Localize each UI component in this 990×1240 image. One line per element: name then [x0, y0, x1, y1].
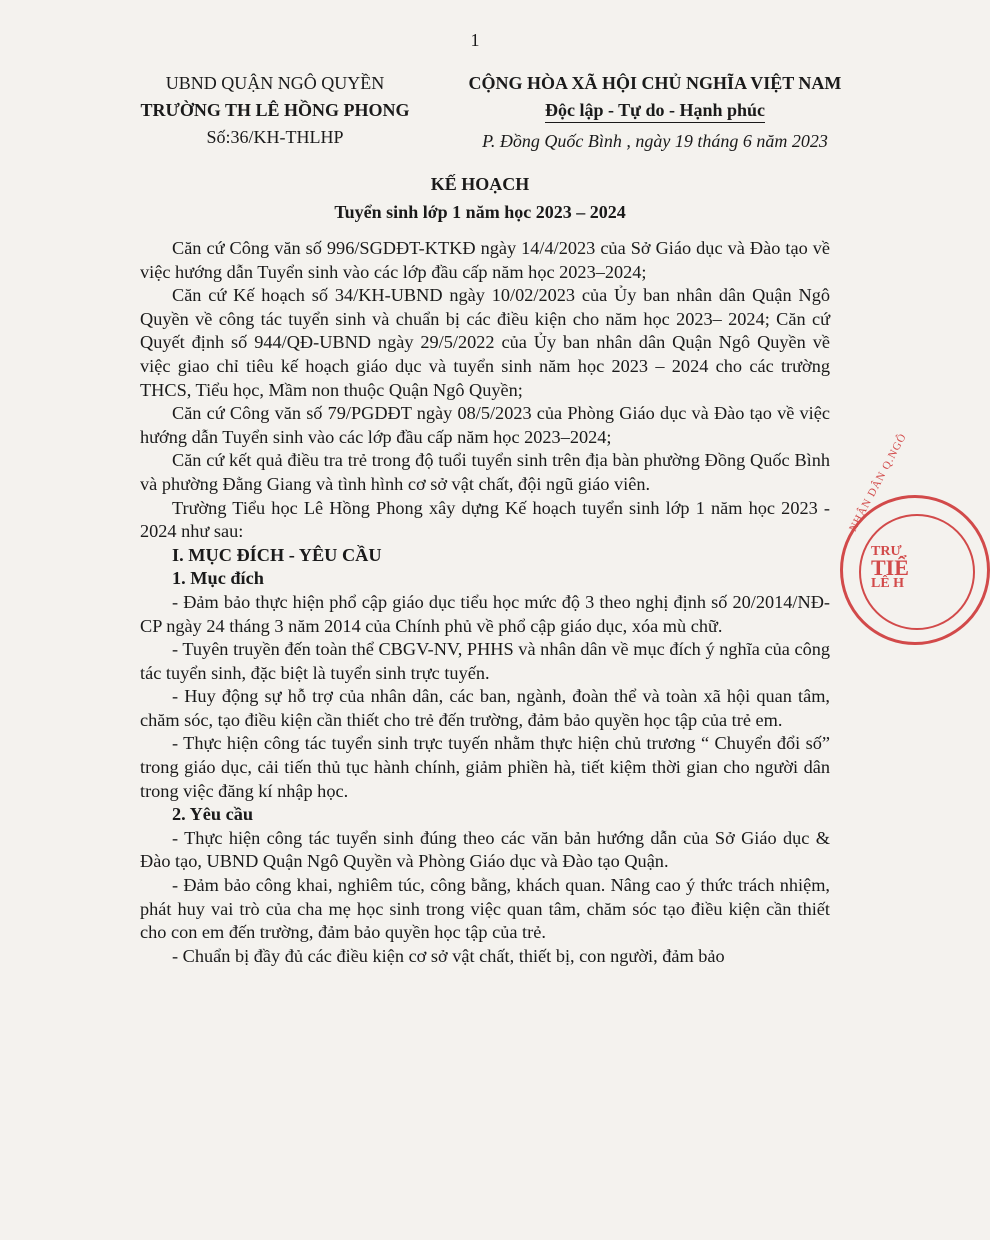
paragraph: Căn cứ Công văn số 79/PGDĐT ngày 08/5/2023 của Phòng Giáo dục và Đào tạo về việc hướng dẫn Tuyển sinh vào các lớp đầu cấp năm học 2023–2024;: [140, 403, 830, 447]
requirement-item: - Đảm bảo công khai, nghiêm túc, công bằng, khách quan. Nâng cao ý thức trách nhiệm, phát huy vai trò của cha mẹ học sinh trong việc quan tâm, chăm sóc tạo điều kiện cần thiết cho con em đến trường, đảm bảo quyền học tập của trẻ.: [140, 875, 830, 943]
seal-center-top: TRƯ: [871, 544, 902, 559]
purpose-item: - Tuyên truyền đến toàn thể CBGV-NV, PHHS và nhân dân về mục đích ý nghĩa của công tác tuyển sinh, đặc biệt là tuyển sinh trực tuyến.: [140, 639, 830, 683]
paragraph: Căn cứ Kế hoạch số 34/KH-UBND ngày 10/02/2023 của Ủy ban nhân dân Quận Ngô Quyền về công tác tuyển sinh và chuẩn bị các điều kiện cho năm học 2023– 2024; Căn cứ Quyết định số 944/QĐ-UBND ngày 29/5/2022 của Ủy ban nhân dân Quận Ngô Quyền về việc giao chỉ tiêu kế hoạch giáo dục và tuyển sinh năm học 2023 – 2024 cho các trường THCS, Tiểu học, Mầm non thuộc Quận Ngô Quyền;: [140, 285, 830, 400]
subsection-heading-purpose: 1. Mục đích: [172, 568, 264, 589]
document-body: [140, 237, 830, 968]
section-heading: I. MỤC ĐÍCH - YÊU CẦU: [172, 544, 382, 565]
title-main: KẾ HOẠCH: [430, 174, 530, 194]
department-name: UBND QUẬN NGÔ QUYỀN: [165, 73, 385, 93]
title-sub: Tuyển sinh lớp 1 năm học 2023 – 2024: [334, 202, 626, 222]
national-motto: Độc lập - Tự do - Hạnh phúc: [545, 98, 765, 123]
purpose-item: - Huy động sự hỗ trợ của nhân dân, các ban, ngành, đoàn thể và toàn xã hội quan tâm, chăm sóc, tạo điều kiện cần thiết cho trẻ đến trường, đảm bảo quyền học tập của trẻ em.: [140, 686, 830, 730]
purpose-item: - Đảm bảo thực hiện phổ cập giáo dục tiểu học mức độ 3 theo nghị định số 20/2014/NĐ-CP ngày 24 tháng 3 năm 2014 của Chính phủ về phổ cập giáo dục, xóa mù chữ.: [140, 591, 830, 636]
place-date: P. Đồng Quốc Bình , ngày 19 tháng 6 năm 2023: [482, 131, 828, 151]
page-number: 1: [470, 30, 480, 50]
official-seal: [840, 431, 990, 645]
requirement-item: - Chuẩn bị đầy đủ các điều kiện cơ sở vật chất, thiết bị, con người, đảm bảo: [172, 945, 725, 966]
document-title: [0, 170, 960, 226]
paragraph: Căn cứ kết quả điều tra trẻ trong độ tuổi tuyển sinh trên địa bàn phường Đồng Quốc Bình và phường Đằng Giang và tình hình cơ sở vật chất, đội ngũ giáo viên.: [140, 450, 830, 494]
seal-center-mid: TIỂ: [871, 555, 909, 580]
seal-ring-text: NHÂN DÂN Q.NGÔ: [847, 431, 910, 534]
seal-center-text: [871, 544, 909, 592]
seal-center-bottom: LÊ H: [871, 576, 905, 591]
requirement-item: - Thực hiện công tác tuyển sinh đúng theo các văn bản hướng dẫn của Sở Giáo dục & Đào tạo, UBND Quận Ngô Quyền và Phòng Giáo dục và Đào tạo Quận.: [140, 827, 830, 872]
subsection-heading-requirements: 2. Yêu cầu: [172, 804, 254, 825]
nation-name: CỘNG HÒA XÃ HỘI CHỦ NGHĨA VIỆT NAM: [468, 73, 842, 93]
document-number: Số:36/KH-THLHP: [206, 127, 344, 147]
paragraph: Trường Tiểu học Lê Hồng Phong xây dựng Kế hoạch tuyển sinh lớp 1 năm học 2023 - 2024 như sau:: [140, 497, 830, 542]
paragraph: Căn cứ Công văn số 996/SGDĐT-KTKĐ ngày 14/4/2023 của Sở Giáo dục và Đào tạo về việc hướng dẫn Tuyển sinh vào các lớp đầu cấp năm học 2023–2024;: [140, 238, 830, 282]
purpose-item: - Thực hiện công tác tuyển sinh trực tuyến nhằm thực hiện chủ trương “ Chuyển đổi số” trong giáo dục, cải tiến thủ tục hành chính, giảm phiền hà, tiết kiệm thời gian cho người dân trong việc đăng kí nhập học.: [140, 733, 830, 801]
school-name: TRƯỜNG TH LÊ HỒNG PHONG: [140, 100, 410, 120]
national-header: [440, 70, 870, 155]
issuer-header: [110, 70, 440, 151]
